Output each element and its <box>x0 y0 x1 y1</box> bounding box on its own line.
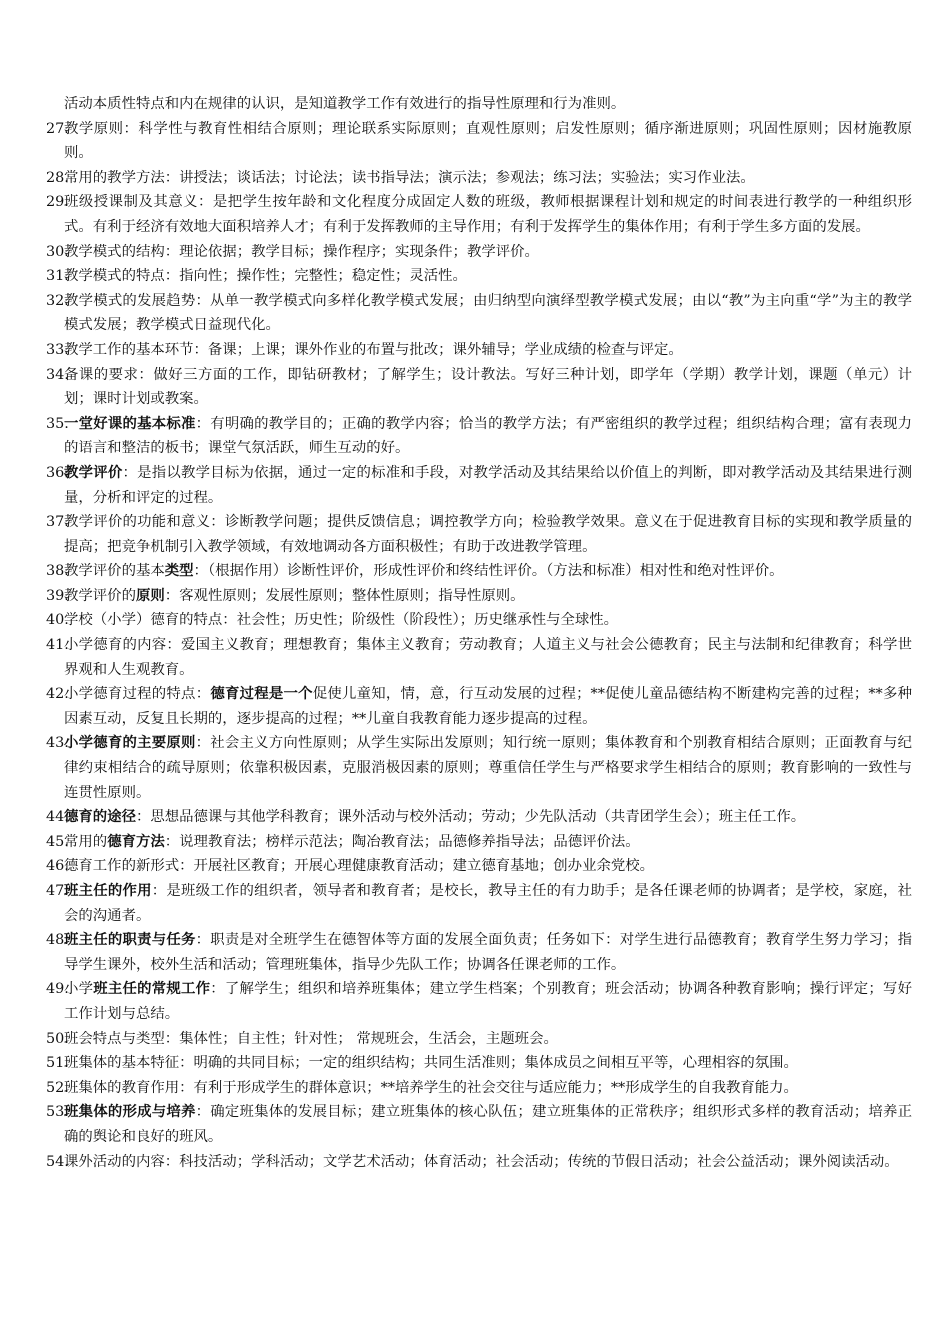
item-number: 35. <box>46 415 69 432</box>
bold-term: 班主任的作用 <box>64 882 152 899</box>
list-item <box>46 633 912 682</box>
list-item <box>46 682 912 731</box>
item-text: ：社会主义方向性原则；从学生实际出发原则；知行统一原则；集体教育和个别教育相结合原则；正面教育与纪律约束相结合的疏导原则；依靠积极因素，克服消极因素的原则；尊重信任学生与严格要求学生相结合的原则；教育影响的一致性与连贯性原则。 <box>64 735 912 801</box>
list-item <box>46 559 912 584</box>
list-item <box>46 363 912 412</box>
list-item <box>46 1150 912 1175</box>
item-text: 教学评价的功能和意义：诊断教学问题；提供反馈信息；调控教学方向；检验教学效果。意义在于促进教育目标的实现和教学质量的提高；把竞争机制引入教学领域，有效地调动各方面积极性；有助于改进教学管理。 <box>64 514 912 555</box>
item-text: 教学评价的 <box>64 587 136 604</box>
item-number: 51. <box>46 1055 69 1072</box>
item-text: 教学模式的发展趋势：从单一教学模式向多样化教学模式发展；由归纳型向演绎型教学模式发展；由以“教”为主向重“学”为主的教学模式发展；教学模式日益现代化。 <box>64 292 912 334</box>
bold-term: 教学评价 <box>64 463 123 481</box>
list-item <box>46 510 912 559</box>
item-number: 37. <box>46 514 69 531</box>
bold-term: 德育的途径 <box>64 808 136 826</box>
item-text: 德育工作的新形式：开展社区教育；开展心理健康教育活动；建立德育基地；创办业余党校。 <box>64 858 655 875</box>
item-number: 30. <box>46 243 69 260</box>
item-text: 常用的教学方法：讲授法；谈话法；讨论法；读书指导法；演示法；参观法；练习法；实验法；实习作业法。 <box>64 169 755 186</box>
list-item <box>46 977 912 1026</box>
item-number: 29. <box>46 194 69 211</box>
item-number: 42. <box>46 686 69 703</box>
item-number: 43. <box>46 735 69 752</box>
list-item <box>46 1051 912 1076</box>
list-item <box>46 117 912 166</box>
item-text: 教学评价的基本 <box>64 563 165 580</box>
list-item <box>46 928 912 977</box>
document-page <box>46 92 912 1174</box>
item-number: 52. <box>46 1079 69 1096</box>
list-item <box>46 461 912 510</box>
item-text: ：说理教育法；榜样示范法；陶冶教育法；品德修养指导法；品德评价法。 <box>164 833 640 850</box>
list-item <box>46 92 912 117</box>
item-text: 活动本质性特点和内在规律的认识，是知道教学工作有效进行的指导性原理和行为准则。 <box>64 96 626 112</box>
item-text: 班集体的基本特征：明确的共同目标；一定的组织结构；共同生活准则；集体成员之间相互平等，心理相容的氛围。 <box>64 1055 798 1072</box>
item-number: 33. <box>46 341 69 358</box>
item-text: 小学德育过程的特点： <box>64 686 211 703</box>
list-item <box>46 608 912 633</box>
item-number: 45. <box>46 833 69 850</box>
item-number: 54. <box>46 1153 69 1170</box>
item-text: 小学 <box>64 981 94 998</box>
item-text: ：确定班集体的发展目标；建立班集体的核心队伍；建立班集体的正常秩序；组织形式多样的教育活动；培养正确的舆论和良好的班风。 <box>64 1104 912 1145</box>
item-text: ：客观性原则；发展性原则；整体性原则；指导性原则。 <box>164 587 525 604</box>
item-number: 36. <box>46 464 69 481</box>
bold-term: 小学德育的主要原则 <box>64 734 196 752</box>
item-text: 教学模式的结构：理论依据；教学目标；操作程序；实现条件；教学评价。 <box>64 243 539 260</box>
item-text: 班会特点与类型：集体性；自主性；针对性； 常规班会，生活会，主题班会。 <box>64 1030 558 1047</box>
list-item <box>46 879 912 928</box>
item-number: 47. <box>46 883 69 899</box>
item-text: ：是指以教学目标为依据，通过一定的标准和手段，对教学活动及其结果给以价值上的判断，即对教学活动及其结果进行测量，分析和评定的过程。 <box>64 464 912 506</box>
list-item <box>46 1027 912 1052</box>
item-text: 教学原则：科学性与教育性相结合原则；理论联系实际原则；直观性原则；启发性原则；循序渐进原则；巩固性原则；因材施教原则。 <box>64 120 912 162</box>
bold-term: 一堂好课的基本标准 <box>64 414 196 432</box>
item-number: 28. <box>46 169 69 186</box>
item-number: 38. <box>46 563 69 580</box>
item-text: ：了解学生；组织和培养班集体；建立学生档案；个别教育；班会活动；协调各种教育影响；操行评定；写好工作计划与总结。 <box>64 981 912 1022</box>
item-text: 小学德育的内容：爱国主义教育；理想教育；集体主义教育；劳动教育；人道主义与社会公德教育；民主与法制和纪律教育；科学世界观和人生观教育。 <box>64 637 912 678</box>
list-item <box>46 264 912 289</box>
item-text: ：有明确的教学目的；正确的教学内容；恰当的教学方法；有严密组织的教学过程；组织结构合理；富有表现力的语言和整洁的板书；课堂气氛活跃，师生互动的好。 <box>64 415 912 457</box>
item-number: 41. <box>46 637 69 654</box>
item-number: 40. <box>46 612 69 629</box>
bold-term: 班集体的形成与培养 <box>64 1103 196 1121</box>
item-text: ：是班级工作的组织者，领导者和教育者；是校长，教导主任的有力助手；是各任课老师的协调者；是学校，家庭，社会的沟通者。 <box>64 883 912 924</box>
item-number: 49. <box>46 981 69 998</box>
item-text: 班级授课制及其意义：是把学生按年龄和文化程度分成固定人数的班级，教师根据课程计划和规定的时间表进行教学的一种组织形式。有利于经济有效地大面积培养人才；有利于发挥教师的主导作用；有利于发挥学生的集体作用；有利于学生多方面的发展。 <box>64 194 912 235</box>
bold-term: 班主任的职责与任务 <box>64 931 196 949</box>
bold-term: 德育方法 <box>107 832 165 850</box>
list-item <box>46 1100 912 1149</box>
item-text: 课外活动的内容：科技活动；学科活动；文学艺术活动；体育活动；社会活动；传统的节假日活动；社会公益活动；课外阅读活动。 <box>64 1153 899 1170</box>
list-item <box>46 412 912 461</box>
item-number: 32. <box>46 292 69 309</box>
item-text: ：职责是对全班学生在德智体等方面的发展全面负责；任务如下：对学生进行品德教育；教育学生努力学习；指导学生课外，校外生活和活动；管理班集体，指导少先队工作；协调各任课老师的工作。 <box>64 932 912 973</box>
item-text: 班集体的教育作用：有利于形成学生的群体意识；**培养学生的社会交往与适应能力；**形成学生的自我教育能力。 <box>64 1079 798 1096</box>
list-item <box>46 731 912 805</box>
item-text: 学校（小学）德育的特点：社会性；历史性；阶级性（阶段性）；历史继承性与全球性。 <box>64 612 619 629</box>
list-item <box>46 190 912 239</box>
item-number: 53. <box>46 1104 69 1121</box>
list-item <box>46 289 912 338</box>
bold-term: 原则 <box>135 586 165 604</box>
item-number: 46. <box>46 858 69 875</box>
item-number: 39. <box>46 587 69 604</box>
item-text: ：（根据作用）诊断性评价，形成性评价和终结性评价。（方法和标准）相对性和绝对性评价。 <box>193 563 784 580</box>
item-number: 44. <box>46 809 69 826</box>
bold-term: 类型 <box>164 562 194 580</box>
item-number: 50. <box>46 1030 69 1047</box>
list-item <box>46 1076 912 1101</box>
list-item <box>46 584 912 609</box>
item-text: 常用的 <box>64 833 108 850</box>
list-item <box>46 166 912 191</box>
item-text: 教学工作的基本环节：备课；上课；课外作业的布置与批改；课外辅导；学业成绩的检查与评定。 <box>64 341 683 358</box>
item-text: 促使儿童知，情，意，行互动发展的过程；**促使儿童品德结构不断建构完善的过程；**多种因素互动，反复且长期的，逐步提高的过程；**儿童自我教育能力逐步提高的过程。 <box>64 686 912 727</box>
bold-term: 德育过程是一个 <box>210 685 313 703</box>
item-text: 备课的要求：做好三方面的工作，即钻研教材；了解学生；设计教法。写好三种计划，即学年（学期）教学计划，课题（单元）计划；课时计划或教案。 <box>64 366 912 408</box>
item-number: 34. <box>46 366 69 383</box>
bold-term: 班主任的常规工作 <box>93 980 211 998</box>
list-item <box>46 854 912 879</box>
list-item <box>46 338 912 363</box>
item-number: 48. <box>46 932 69 949</box>
list-item <box>46 830 912 855</box>
item-text: 教学模式的特点：指向性；操作性；完整性；稳定性；灵活性。 <box>64 268 467 285</box>
item-number: 31. <box>46 268 69 285</box>
list-item <box>46 805 912 830</box>
list-item <box>46 240 912 265</box>
item-number: 27. <box>46 120 69 137</box>
item-text: ：思想品德课与其他学科教育；课外活动与校外活动；劳动；少先队活动（共青团学生会）；班主任工作。 <box>135 809 806 826</box>
